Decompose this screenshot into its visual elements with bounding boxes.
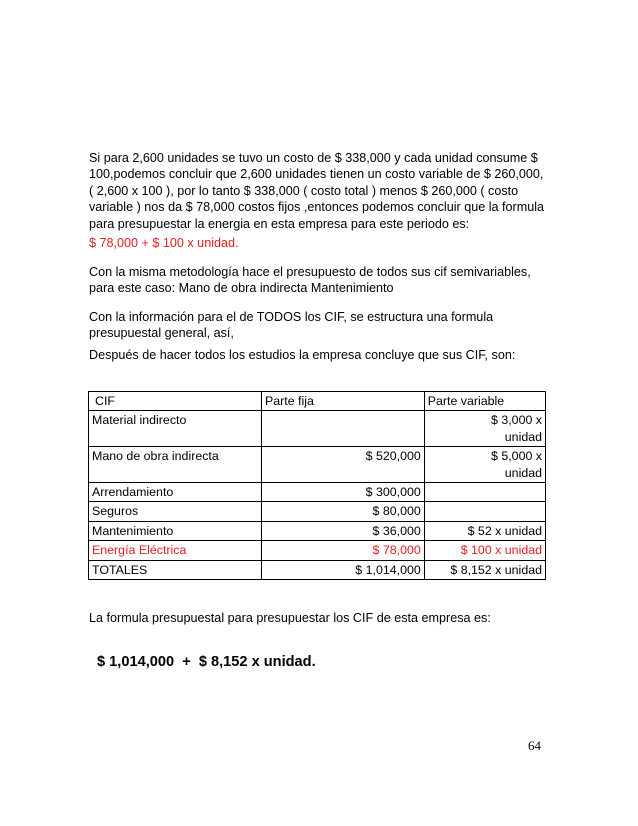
cell-cif: Seguros xyxy=(89,502,262,521)
paragraph-methodology xyxy=(89,264,559,297)
cif-table xyxy=(88,391,546,580)
table-row-totals xyxy=(89,560,546,579)
text-line: 100,podemos concluir que 2,600 unidades tienen un costo variable de $ 260,000, xyxy=(89,167,544,182)
cell-variable xyxy=(424,502,545,521)
cell-cif: TOTALES xyxy=(89,560,262,579)
paragraph-conclusion xyxy=(89,347,559,363)
cell-fija xyxy=(261,411,424,447)
cell-variable-line: unidad xyxy=(504,465,542,480)
cell-cif: Mano de obra indirecta xyxy=(89,447,262,483)
table-row xyxy=(89,411,546,447)
cell-variable: $ 100 x unidad xyxy=(424,541,545,560)
table-row-highlighted xyxy=(89,541,546,560)
cell-cif: Material indirecto xyxy=(89,411,262,447)
paragraph-general-formula xyxy=(89,309,559,342)
cell-variable xyxy=(424,411,545,447)
text-line: Si para 2,600 unidades se tuvo un costo de $ 338,000 y cada unidad consume $ xyxy=(89,151,538,165)
header-cif: CIF xyxy=(89,392,262,411)
text-line: Con la misma metodología hace el presupuesto de todos sus cif semivariables, xyxy=(89,265,531,279)
text-line: variable ) nos da $ 78,000 costos fijos ,entonces podemos concluir que la formula xyxy=(89,200,545,215)
paragraph-final-formula-intro: La formula presupuestal para presupuestar los CIF de esta empresa es: xyxy=(89,611,491,625)
text-line: Después de hacer todos los estudios la empresa concluye que sus CIF, son: xyxy=(89,348,516,362)
cell-variable xyxy=(424,483,545,502)
table-header-row xyxy=(89,392,546,411)
cell-fija: $ 80,000 xyxy=(261,502,424,521)
cell-fija: $ 36,000 xyxy=(261,521,424,540)
cell-cif: Energía Eléctrica xyxy=(89,541,262,560)
cell-fija: $ 300,000 xyxy=(261,483,424,502)
paragraph-energy-analysis xyxy=(89,150,559,232)
table-row xyxy=(89,447,546,483)
text-line: presupuestal general, así, xyxy=(89,326,234,341)
cell-cif: Mantenimiento xyxy=(89,521,262,540)
cell-variable xyxy=(424,447,545,483)
cell-variable: $ 8,152 x unidad xyxy=(424,560,545,579)
cell-fija: $ 1,014,000 xyxy=(261,560,424,579)
header-parte-fija: Parte fija xyxy=(261,392,424,411)
text-line: ( 2,600 x 100 ), por lo tanto $ 338,000 ( costo total ) menos $ 260,000 ( costo xyxy=(89,183,519,198)
cell-fija: $ 520,000 xyxy=(261,447,424,483)
energy-formula: $ 78,000 + $ 100 x unidad. xyxy=(89,236,239,250)
header-parte-variable: Parte variable xyxy=(424,392,545,411)
final-formula: $ 1,014,000 + $ 8,152 x unidad. xyxy=(97,654,316,670)
cell-variable-line: $ 5,000 x xyxy=(491,449,542,464)
table-row xyxy=(89,521,546,540)
cell-variable-line: unidad xyxy=(504,429,542,444)
table-row xyxy=(89,483,546,502)
table-row xyxy=(89,502,546,521)
cell-variable: $ 52 x unidad xyxy=(424,521,545,540)
text-line: Con la información para el de TODOS los CIF, se estructura una formula xyxy=(89,310,494,324)
page-number: 64 xyxy=(528,738,541,753)
cell-variable-line: $ 3,000 x xyxy=(491,413,542,428)
text-line: para presupuestar la energia en esta empresa para este periodo es: xyxy=(89,216,470,231)
cell-fija: $ 78,000 xyxy=(261,541,424,560)
text-line: para este caso: Mano de obra indirecta Mantenimiento xyxy=(89,281,394,296)
cell-cif: Arrendamiento xyxy=(89,483,262,502)
